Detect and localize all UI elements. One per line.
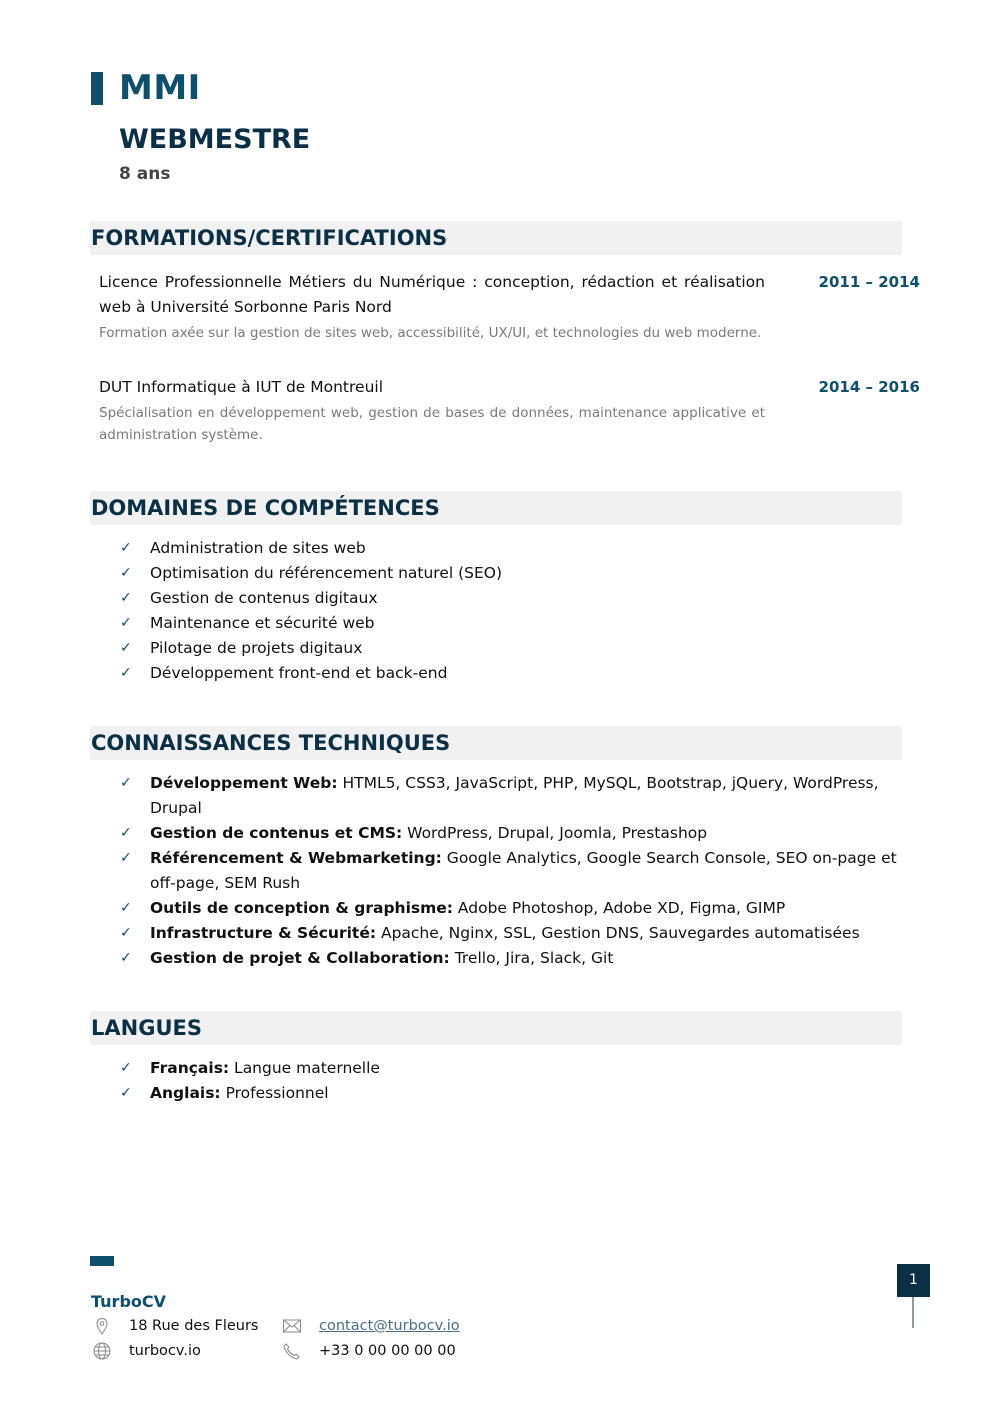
list-item — [120, 771, 905, 821]
check-icon: ✓ — [120, 850, 132, 866]
skill-text: Pilotage de projets digitaux — [150, 639, 363, 657]
page-number-line — [912, 1297, 914, 1328]
item-label: Outils de conception & graphisme: — [150, 899, 453, 917]
item-label: Français: — [150, 1059, 230, 1077]
item-label: Développement Web: — [150, 774, 338, 792]
education-description: Formation axée sur la gestion de sites web, accessibilité, UX/UI, et technologies du web moderne. — [99, 325, 762, 341]
section-title: FORMATIONS/CERTIFICATIONS — [91, 226, 448, 250]
languages-list — [120, 1056, 905, 1106]
section-title: LANGUES — [91, 1016, 202, 1040]
section-education-header — [90, 221, 902, 255]
item-value: Apache, Nginx, SSL, Gestion DNS, Sauvegardes automatisées — [376, 924, 860, 942]
item-value: Google Analytics, Google Search Console, SEO on-page et off-page, SEM Rush — [150, 849, 897, 892]
item-value: Adobe Photoshop, Adobe XD, Figma, GIMP — [452, 899, 786, 917]
phone-icon — [282, 1342, 302, 1360]
list-item — [120, 1056, 905, 1081]
mail-icon — [282, 1317, 302, 1335]
check-icon: ✓ — [120, 1060, 132, 1076]
list-item — [120, 821, 905, 846]
list-item — [120, 946, 905, 971]
check-icon: ✓ — [120, 900, 132, 916]
check-icon: ✓ — [120, 925, 132, 941]
phone-text: +33 0 00 00 00 00 — [319, 1343, 456, 1359]
list-item — [120, 661, 905, 686]
education-title: Licence Professionnelle Métiers du Numérique : conception, rédaction et réalisation web à Université Sorbonne Paris Nord — [99, 273, 765, 316]
item-value: HTML5, CSS3, JavaScript, PHP, MySQL, Bootstrap, jQuery, WordPress, Drupal — [150, 774, 879, 817]
check-icon: ✓ — [120, 825, 132, 841]
section-title: CONNAISSANCES TECHNIQUES — [91, 731, 451, 755]
check-icon: ✓ — [120, 590, 132, 606]
item-label: Gestion de contenus et CMS: — [150, 824, 403, 842]
item-label: Gestion de projet & Collaboration: — [150, 949, 450, 967]
skill-text: Administration de sites web — [150, 539, 366, 557]
section-title: DOMAINES DE COMPÉTENCES — [91, 496, 440, 520]
skill-text: Optimisation du référencement naturel (SEO) — [150, 564, 503, 582]
check-icon: ✓ — [120, 640, 132, 656]
item-value: WordPress, Drupal, Joomla, Prestashop — [402, 824, 708, 842]
check-icon: ✓ — [120, 1085, 132, 1101]
check-icon: ✓ — [120, 540, 132, 556]
section-languages-header — [90, 1011, 902, 1045]
list-item — [120, 896, 905, 921]
skill-text: Maintenance et sécurité web — [150, 614, 375, 632]
list-item — [120, 561, 905, 586]
education-description: Spécialisation en développement web, gestion de bases de données, maintenance applicative et administration système. — [99, 405, 765, 443]
header-accent-bar — [91, 72, 103, 105]
cv-experience: 8 ans — [119, 164, 171, 184]
page-number: 1 — [897, 1264, 930, 1297]
list-item — [120, 586, 905, 611]
check-icon: ✓ — [120, 775, 132, 791]
skill-text: Gestion de contenus digitaux — [150, 589, 378, 607]
cv-name: MMI — [119, 68, 201, 108]
footer-brand: TurboCV — [91, 1292, 167, 1311]
list-item — [120, 536, 905, 561]
check-icon: ✓ — [120, 665, 132, 681]
list-item — [120, 611, 905, 636]
technical-list — [120, 771, 905, 971]
skills-list — [120, 536, 905, 686]
list-item — [120, 636, 905, 661]
section-technical-header — [90, 726, 902, 760]
item-value: Trello, Jira, Slack, Git — [449, 949, 614, 967]
list-item — [120, 846, 905, 896]
list-item — [120, 1081, 905, 1106]
email-link[interactable]: contact@turbocv.io — [319, 1318, 460, 1334]
item-value: Professionnel — [220, 1084, 329, 1102]
website-text[interactable]: turbocv.io — [129, 1343, 201, 1359]
education-dates: 2014 – 2016 — [818, 378, 920, 396]
globe-icon — [92, 1342, 112, 1360]
item-label: Infrastructure & Sécurité: — [150, 924, 377, 942]
location-pin-icon — [92, 1317, 112, 1335]
footer-accent-bar — [90, 1256, 114, 1266]
education-item — [99, 270, 920, 344]
item-value: Langue maternelle — [229, 1059, 380, 1077]
list-item — [120, 921, 905, 946]
item-label: Anglais: — [150, 1084, 221, 1102]
skill-text: Développement front-end et back-end — [150, 664, 448, 682]
education-title: DUT Informatique à IUT de Montreuil — [99, 378, 384, 396]
education-item — [99, 375, 920, 446]
check-icon: ✓ — [120, 950, 132, 966]
item-label: Référencement & Webmarketing: — [150, 849, 442, 867]
cv-role: WEBMESTRE — [119, 124, 311, 155]
check-icon: ✓ — [120, 565, 132, 581]
address-text: 18 Rue des Fleurs — [129, 1318, 259, 1334]
check-icon: ✓ — [120, 615, 132, 631]
education-dates: 2011 – 2014 — [818, 273, 920, 291]
section-skills-header — [90, 491, 902, 525]
